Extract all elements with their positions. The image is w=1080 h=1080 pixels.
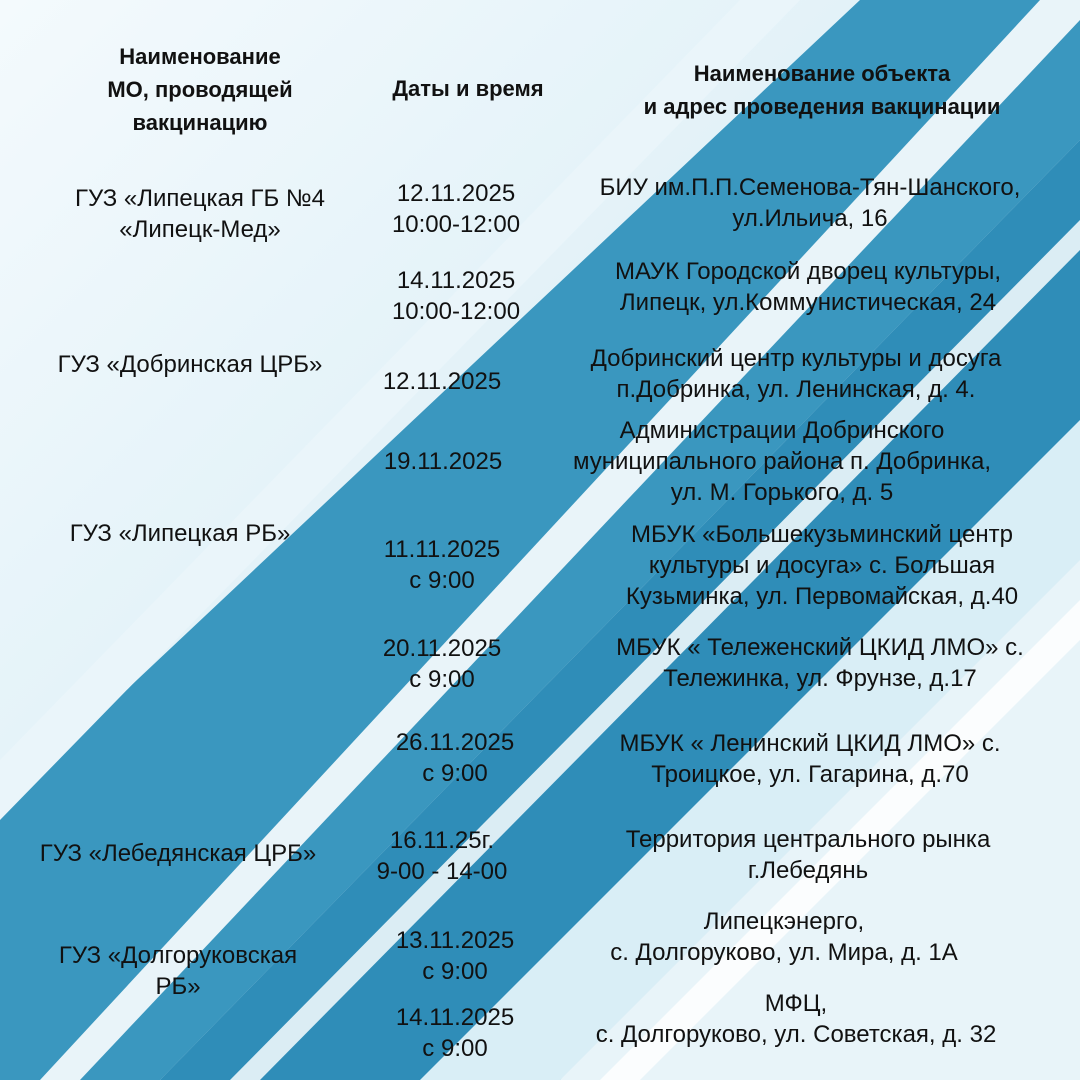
date-cell xyxy=(362,633,522,695)
place-line: с. Долгоруково, ул. Советская, д. 32 xyxy=(595,1021,997,1048)
date-line: 14.11.2025 xyxy=(395,1004,515,1031)
org-line: ГУЗ «Добринская ЦРБ» xyxy=(57,351,323,378)
date-line: 10:00-12:00 xyxy=(391,211,521,238)
place-cell xyxy=(570,632,1070,694)
header-place-line: Наименование объекта xyxy=(693,61,951,86)
place-cell xyxy=(558,824,1058,886)
date-line: с 9:00 xyxy=(409,666,475,693)
header-date xyxy=(358,72,578,105)
header-place-line: и адрес проведения вакцинации xyxy=(643,94,1001,119)
date-line: с 9:00 xyxy=(422,760,488,787)
place-line: культуры и досуга» с. Большая xyxy=(648,552,996,579)
date-line: 26.11.2025 xyxy=(395,729,515,756)
date-line: 12.11.2025 xyxy=(382,368,502,395)
header-org-line: МО, проводящей xyxy=(107,77,293,102)
date-line: 20.11.2025 xyxy=(382,635,502,662)
place-cell xyxy=(546,988,1046,1050)
place-line: Администрации Добринского xyxy=(619,417,945,444)
date-cell xyxy=(375,925,535,987)
date-line: 16.11.25г. xyxy=(389,827,495,854)
place-cell xyxy=(558,256,1058,318)
date-line: 11.11.2025 xyxy=(383,536,501,563)
place-line: МАУК Городской дворец культуры, xyxy=(614,258,1001,285)
header-place xyxy=(572,57,1072,123)
place-line: МБУК «Большекузьминский центр xyxy=(631,521,1013,548)
place-line: ул. М. Горького, д. 5 xyxy=(670,479,894,506)
place-line: Кузьминка, ул. Первомайская, д.40 xyxy=(625,583,1019,610)
header-org-line: Наименование xyxy=(119,44,281,69)
date-line: 13.11.2025 xyxy=(395,927,515,954)
header-org-line: вакцинацию xyxy=(132,110,268,135)
place-cell xyxy=(560,728,1060,790)
date-cell xyxy=(375,727,535,789)
place-line: Троицкое, ул. Гагарина, д.70 xyxy=(651,761,969,788)
date-cell xyxy=(362,534,522,596)
place-line: Добринский центр культуры и досуга xyxy=(590,345,1002,372)
place-cell xyxy=(534,906,1034,968)
place-line: Липецкэнерго, xyxy=(703,908,865,935)
date-line: 12.11.2025 xyxy=(396,180,516,207)
date-line: с 9:00 xyxy=(422,958,488,985)
place-line: МБУК « Ленинский ЦКИД ЛМО» с. xyxy=(619,730,1001,757)
date-line: 9-00 - 14-00 xyxy=(376,858,508,885)
org-line: ГУЗ «Долгоруковская xyxy=(58,942,298,969)
date-cell xyxy=(376,265,536,327)
place-cell xyxy=(546,343,1046,405)
org-cell xyxy=(20,518,340,549)
date-cell xyxy=(362,366,522,397)
date-cell xyxy=(362,825,522,887)
place-line: г.Лебедянь xyxy=(747,857,869,884)
place-cell xyxy=(532,415,1032,508)
place-line: БИУ им.П.П.Семенова-Тян-Шанского, xyxy=(599,174,1021,201)
date-cell xyxy=(376,178,536,240)
date-line: с 9:00 xyxy=(422,1035,488,1062)
org-cell xyxy=(18,940,338,1002)
place-line: МБУК « Тележенский ЦКИД ЛМО» с. xyxy=(616,634,1024,661)
place-line: Территория центрального рынка xyxy=(625,826,991,853)
place-line: п.Добринка, ул. Ленинская, д. 4. xyxy=(616,376,976,403)
org-line: «Липецк-Мед» xyxy=(119,216,281,243)
place-line: ул.Ильича, 16 xyxy=(732,205,888,232)
date-line: 19.11.2025 xyxy=(383,448,503,475)
header-date-line: Даты и время xyxy=(392,76,544,101)
org-cell xyxy=(40,183,360,245)
org-line: ГУЗ «Лебедянская ЦРБ» xyxy=(39,840,317,867)
date-cell xyxy=(363,446,523,477)
header-org xyxy=(60,40,340,139)
org-cell xyxy=(30,349,350,380)
date-cell xyxy=(375,1002,535,1064)
org-line: ГУЗ «Липецкая ГБ №4 xyxy=(74,185,326,212)
place-line: Липецк, ул.Коммунистическая, 24 xyxy=(619,289,997,316)
place-line: с. Долгоруково, ул. Мира, д. 1А xyxy=(610,939,958,966)
place-line: МФЦ, xyxy=(764,990,828,1017)
org-line: РБ» xyxy=(155,973,201,1000)
place-cell xyxy=(572,519,1072,612)
place-line: муниципального района п. Добринка, xyxy=(573,448,991,475)
org-cell xyxy=(18,838,338,869)
org-line: ГУЗ «Липецкая РБ» xyxy=(69,520,291,547)
date-line: с 9:00 xyxy=(409,567,475,594)
place-cell xyxy=(560,172,1060,234)
place-line: Тележинка, ул. Фрунзе, д.17 xyxy=(663,665,977,692)
date-line: 14.11.2025 xyxy=(396,267,516,294)
date-line: 10:00-12:00 xyxy=(391,298,521,325)
